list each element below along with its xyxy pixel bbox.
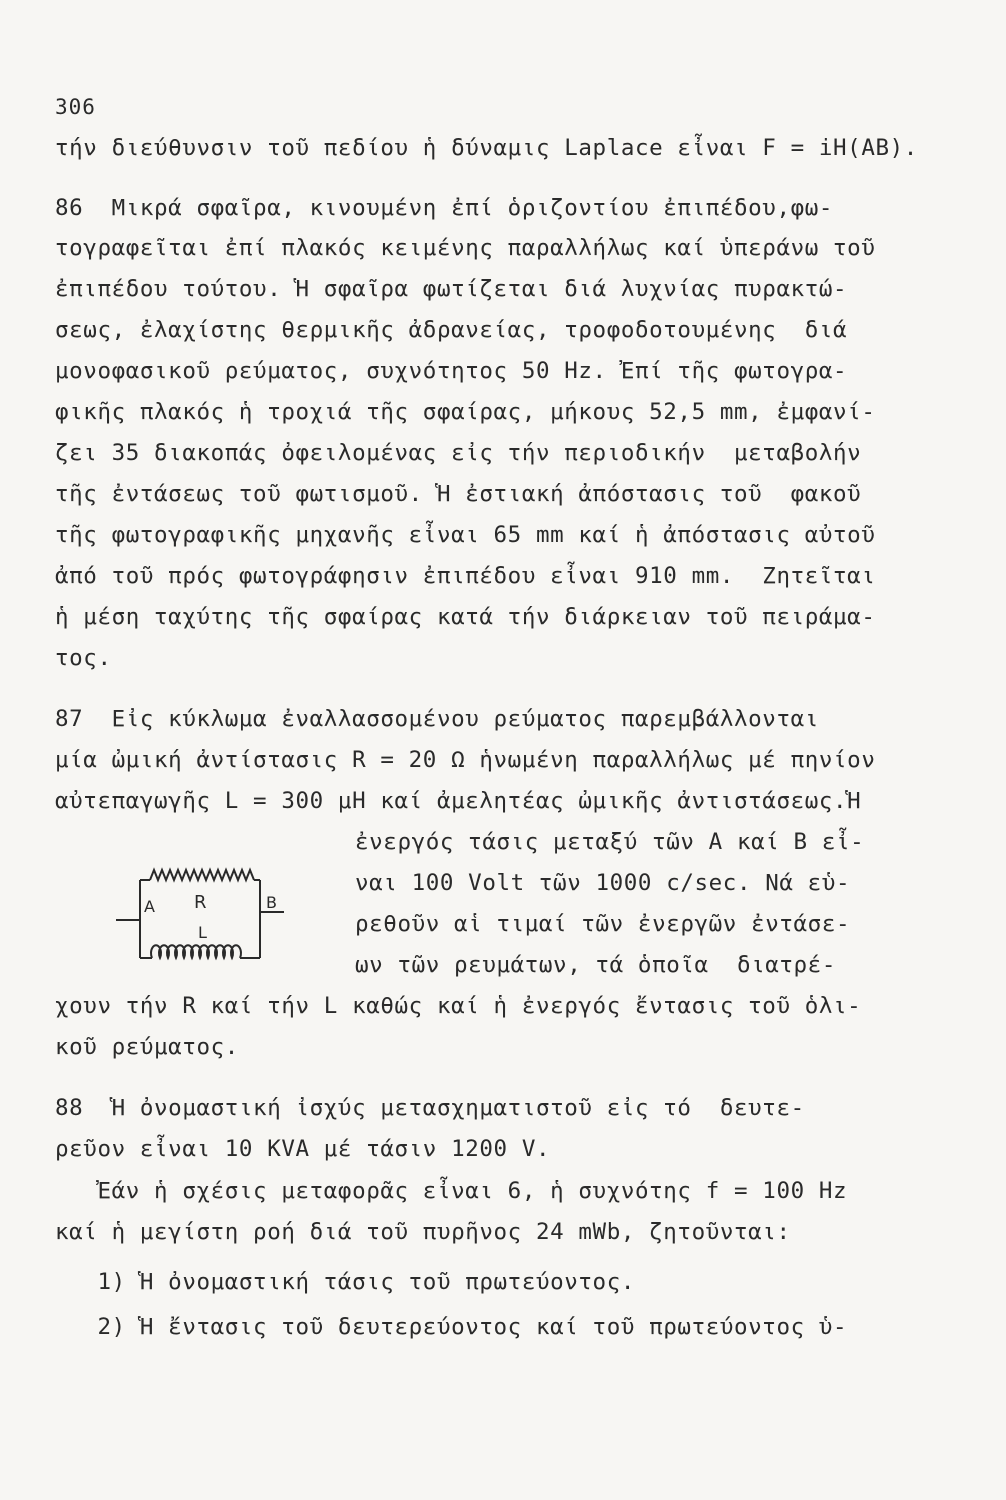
- text-line: καί ἡ μεγίστη ροή διά τοῦ πυρῆνος 24 mWb, ζητοῦνται:: [55, 1219, 791, 1245]
- text-line: ἡ μέση ταχύτης τῆς σφαίρας κατά τήν διάρκειαν τοῦ πειράμα-: [55, 604, 876, 630]
- label-r: R: [194, 892, 207, 913]
- label-a: A: [144, 897, 155, 916]
- text-line: τος.: [55, 645, 112, 671]
- text-line: ἐνεργός τάσις μεταξύ τῶν A καί B εἶ-: [355, 829, 865, 855]
- text-line: τῆς ἐντάσεως τοῦ φωτισμοῦ. Ἡ ἐστιακή ἀπόστασις τοῦ φακοῦ: [55, 481, 862, 507]
- text-line: τήν διεύθυνσιν τοῦ πεδίου ἡ δύναμις Laplace εἶναι F = iH(AB).: [55, 135, 918, 161]
- text-line: 88 Ἡ ὀνομαστική ἰσχύς μετασχηματιστοῦ εἰς τό δευτε-: [55, 1095, 805, 1121]
- text-line: ἐπιπέδου τούτου. Ἡ σφαῖρα φωτίζεται διά λυχνίας πυρακτώ-: [55, 276, 848, 302]
- text-line: μονοφασικοῦ ρεύματος, συχνότητος 50 Hz. Ἐπί τῆς φωτογρα-: [55, 358, 848, 384]
- label-b: B: [266, 893, 277, 912]
- text-line: τῆς φωτογραφικῆς μηχανῆς εἶναι 65 mm καί ἡ ἀπόστασις αὐτοῦ: [55, 522, 876, 548]
- circuit-diagram: [108, 862, 298, 982]
- label-l: L: [198, 923, 207, 942]
- text-line: φικῆς πλακός ἡ τροχιά τῆς σφαίρας, μήκους 52,5 mm, ἐμφανί-: [55, 399, 876, 425]
- page-number: 306: [55, 95, 96, 119]
- text-line: σεως, ἐλαχίστης θερμικῆς ἀδρανείας, τροφοδοτουμένης διά: [55, 317, 848, 343]
- text-line: ρεθοῦν αἱ τιμαί τῶν ἐνεργῶν ἐντάσε-: [355, 911, 851, 937]
- text-line: κοῦ ρεύματος.: [55, 1034, 239, 1060]
- text-line: ρεῦον εἶναι 10 KVA μέ τάσιν 1200 V.: [55, 1136, 551, 1162]
- text-line: 2) Ἡ ἔντασις τοῦ δευτερεύοντος καί τοῦ πρωτεύοντος ὑ-: [55, 1314, 848, 1340]
- text-line: ζει 35 διακοπάς ὀφειλομένας εἰς τήν περιοδικήν μεταβολήν: [55, 440, 862, 466]
- text-line: μία ὠμική ἀντίστασις R = 20 Ω ἡνωμένη παραλλήλως μέ πηνίον: [55, 747, 876, 773]
- text-line: 1) Ἡ ὀνομαστική τάσις τοῦ πρωτεύοντος.: [55, 1269, 635, 1295]
- text-line: Ἐάν ἡ σχέσις μεταφορᾶς εἶναι 6, ἡ συχνότης f = 100 Hz: [55, 1178, 848, 1204]
- text-line: 87 Εἰς κύκλωμα ἐναλλασσομένου ρεύματος παρεμβάλλονται: [55, 706, 819, 732]
- text-line: ων τῶν ρευμάτων, τά ὁποῖα διατρέ-: [355, 952, 836, 978]
- inductor-coil: [151, 945, 241, 958]
- text-line: ναι 100 Volt τῶν 1000 c/sec. Νά εὑ-: [355, 870, 851, 896]
- resistor-zigzag: [150, 870, 254, 880]
- text-line: 86 Μικρά σφαῖρα, κινουμένη ἐπί ὁριζοντίου ἐπιπέδου,φω-: [55, 195, 834, 221]
- text-line: τογραφεῖται ἐπί πλακός κειμένης παραλλήλως καί ὑπεράνω τοῦ: [55, 235, 876, 261]
- text-line: χουν τήν R καί τήν L καθώς καί ἡ ἐνεργός ἔντασις τοῦ ὁλι-: [55, 993, 862, 1019]
- text-line: αὐτεπαγωγῆς L = 300 μH καί ἀμελητέας ὠμικῆς ἀντιστάσεως.Ἡ: [55, 788, 862, 814]
- text-line: ἀπό τοῦ πρός φωτογράφησιν ἐπιπέδου εἶναι 910 mm. Ζητεῖται: [55, 563, 876, 589]
